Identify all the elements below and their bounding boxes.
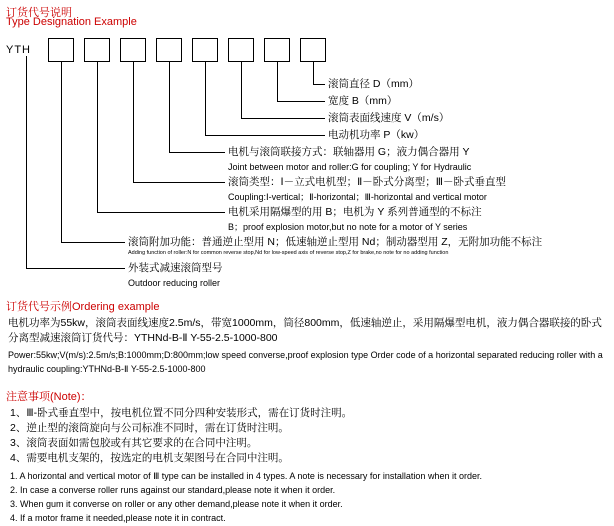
code-box-6 [228,38,254,62]
section-title-notes: 注意事项(Note)： [6,391,92,403]
note-en-4: 4. If a motor frame it needed,please note it in contract. [10,513,226,523]
leader-rule-model [26,268,125,269]
ordering-example-cn: 电机功率为55kw，滚筒表面线速度2.5m/s，带宽1000mm，筒径800mm，低速轴逆止，采用隔爆型电机，液力偶合器联接的卧式分离型减速滚筒订货代号：YTHNd-B-Ⅱ Y-55-2.5-1000-800 [8,317,602,344]
section-title-ordering: 订货代号示例Ordering example [6,301,160,313]
leader-line-adding-function [61,62,62,242]
callout-diameter: 滚筒直径 D（mm） [328,78,419,90]
callout-motor-type-cn: 电机采用隔爆型的用 B；电机为 Y 系列普通型的不标注 [228,206,482,218]
leader-line-joint [169,62,170,152]
ordering-example-en: Power:55kw;V(m/s):2.5m/s;B:1000mm;D:800mm;low speed converse,proof explosion type Order code of a horizontal separated reducing roller with a hydraulic coupling:YTHNd-B-Ⅱ Y-55-2.5-1000-800 [8,350,606,374]
leader-line-motor-type [97,62,98,212]
callout-power: 电动机功率 P（kw） [328,129,425,141]
callout-motor-type-en: B；proof explosion motor,but no note for a motor of Y series [228,222,468,232]
callout-joint-cn: 电机与滚筒联接方式：联轴器用 G；液力偶合器用 Y [228,146,470,158]
note-en-1: 1. A horizontal and vertical motor of Ⅲ type can be installed in 4 types. A note is necessary for installation when it order. [10,471,482,481]
note-cn-3: 3、滚筒表面如需包胶或有其它要求的在合同中注明。 [10,437,258,449]
note-cn-2: 2、逆止型的滚筒旋向与公司标准不同时，需在订货时注明。 [10,422,289,434]
note-en-3: 3. When gum it converse on roller or any other demand,please note it when it order. [10,499,343,509]
callout-adding-function-en: Adding function of roller:N for common reverse stop,Nd for low-speed axis of reverse stop,Z for brake,no note for no adding function [128,250,449,256]
callout-joint-en: Joint between motor and roller:G for coupling; Y for Hydraulic [228,162,472,172]
leader-rule-diameter [313,84,325,85]
code-box-2 [84,38,110,62]
callout-adding-function-cn: 滚筒附加功能：普通逆止型用 N；低速轴逆止型用 Nd；制动器型用 Z，无附加功能不标注 [128,236,543,248]
leader-line-speed [241,62,242,118]
type-designation-diagram [0,30,614,290]
leader-line-width [277,62,278,101]
diagram-code-label: YTH [6,44,31,56]
section-title-designation-en: Type Designation Example [6,16,137,28]
leader-line-power [205,62,206,135]
callout-speed: 滚筒表面线速度 V（m/s） [328,112,450,124]
callout-model-cn: 外装式减速滚筒型号 [128,262,223,274]
callout-model-en: Outdoor reducing roller [128,278,221,288]
code-box-5 [192,38,218,62]
leader-rule-adding-function [61,242,125,243]
leader-line-diameter [313,62,314,84]
leader-line-model [26,56,27,268]
leader-rule-width [277,101,325,102]
leader-rule-roller-type [133,182,225,183]
leader-rule-speed [241,118,325,119]
code-box-7 [264,38,290,62]
code-box-4 [156,38,182,62]
section-title-designation-cn: 订货代号说明 [6,7,72,19]
note-en-2: 2. In case a converse roller runs against our standard,please note it when it order. [10,485,336,495]
note-cn-4: 4、需要电机支架的，按选定的电机支架图号在合同中注明。 [10,452,289,464]
leader-rule-power [205,135,325,136]
leader-rule-motor-type [97,212,225,213]
leader-rule-joint [169,152,225,153]
leader-line-roller-type [133,62,134,182]
note-cn-1: 1、Ⅲ-卧式垂直型中，按电机位置不同分四种安装形式，需在订货时注明。 [10,407,353,419]
code-box-1 [48,38,74,62]
code-box-8 [300,38,326,62]
code-box-3 [120,38,146,62]
callout-width: 宽度 B（mm） [328,95,398,107]
callout-roller-type-cn: 滚筒类型：Ⅰ－立式电机型；Ⅱ－卧式分离型；Ⅲ－卧式垂直型 [228,176,507,188]
callout-roller-type-en: Coupling:Ⅰ-vertical；Ⅱ-horizontal；Ⅲ-horizontal and vertical motor [228,192,487,202]
